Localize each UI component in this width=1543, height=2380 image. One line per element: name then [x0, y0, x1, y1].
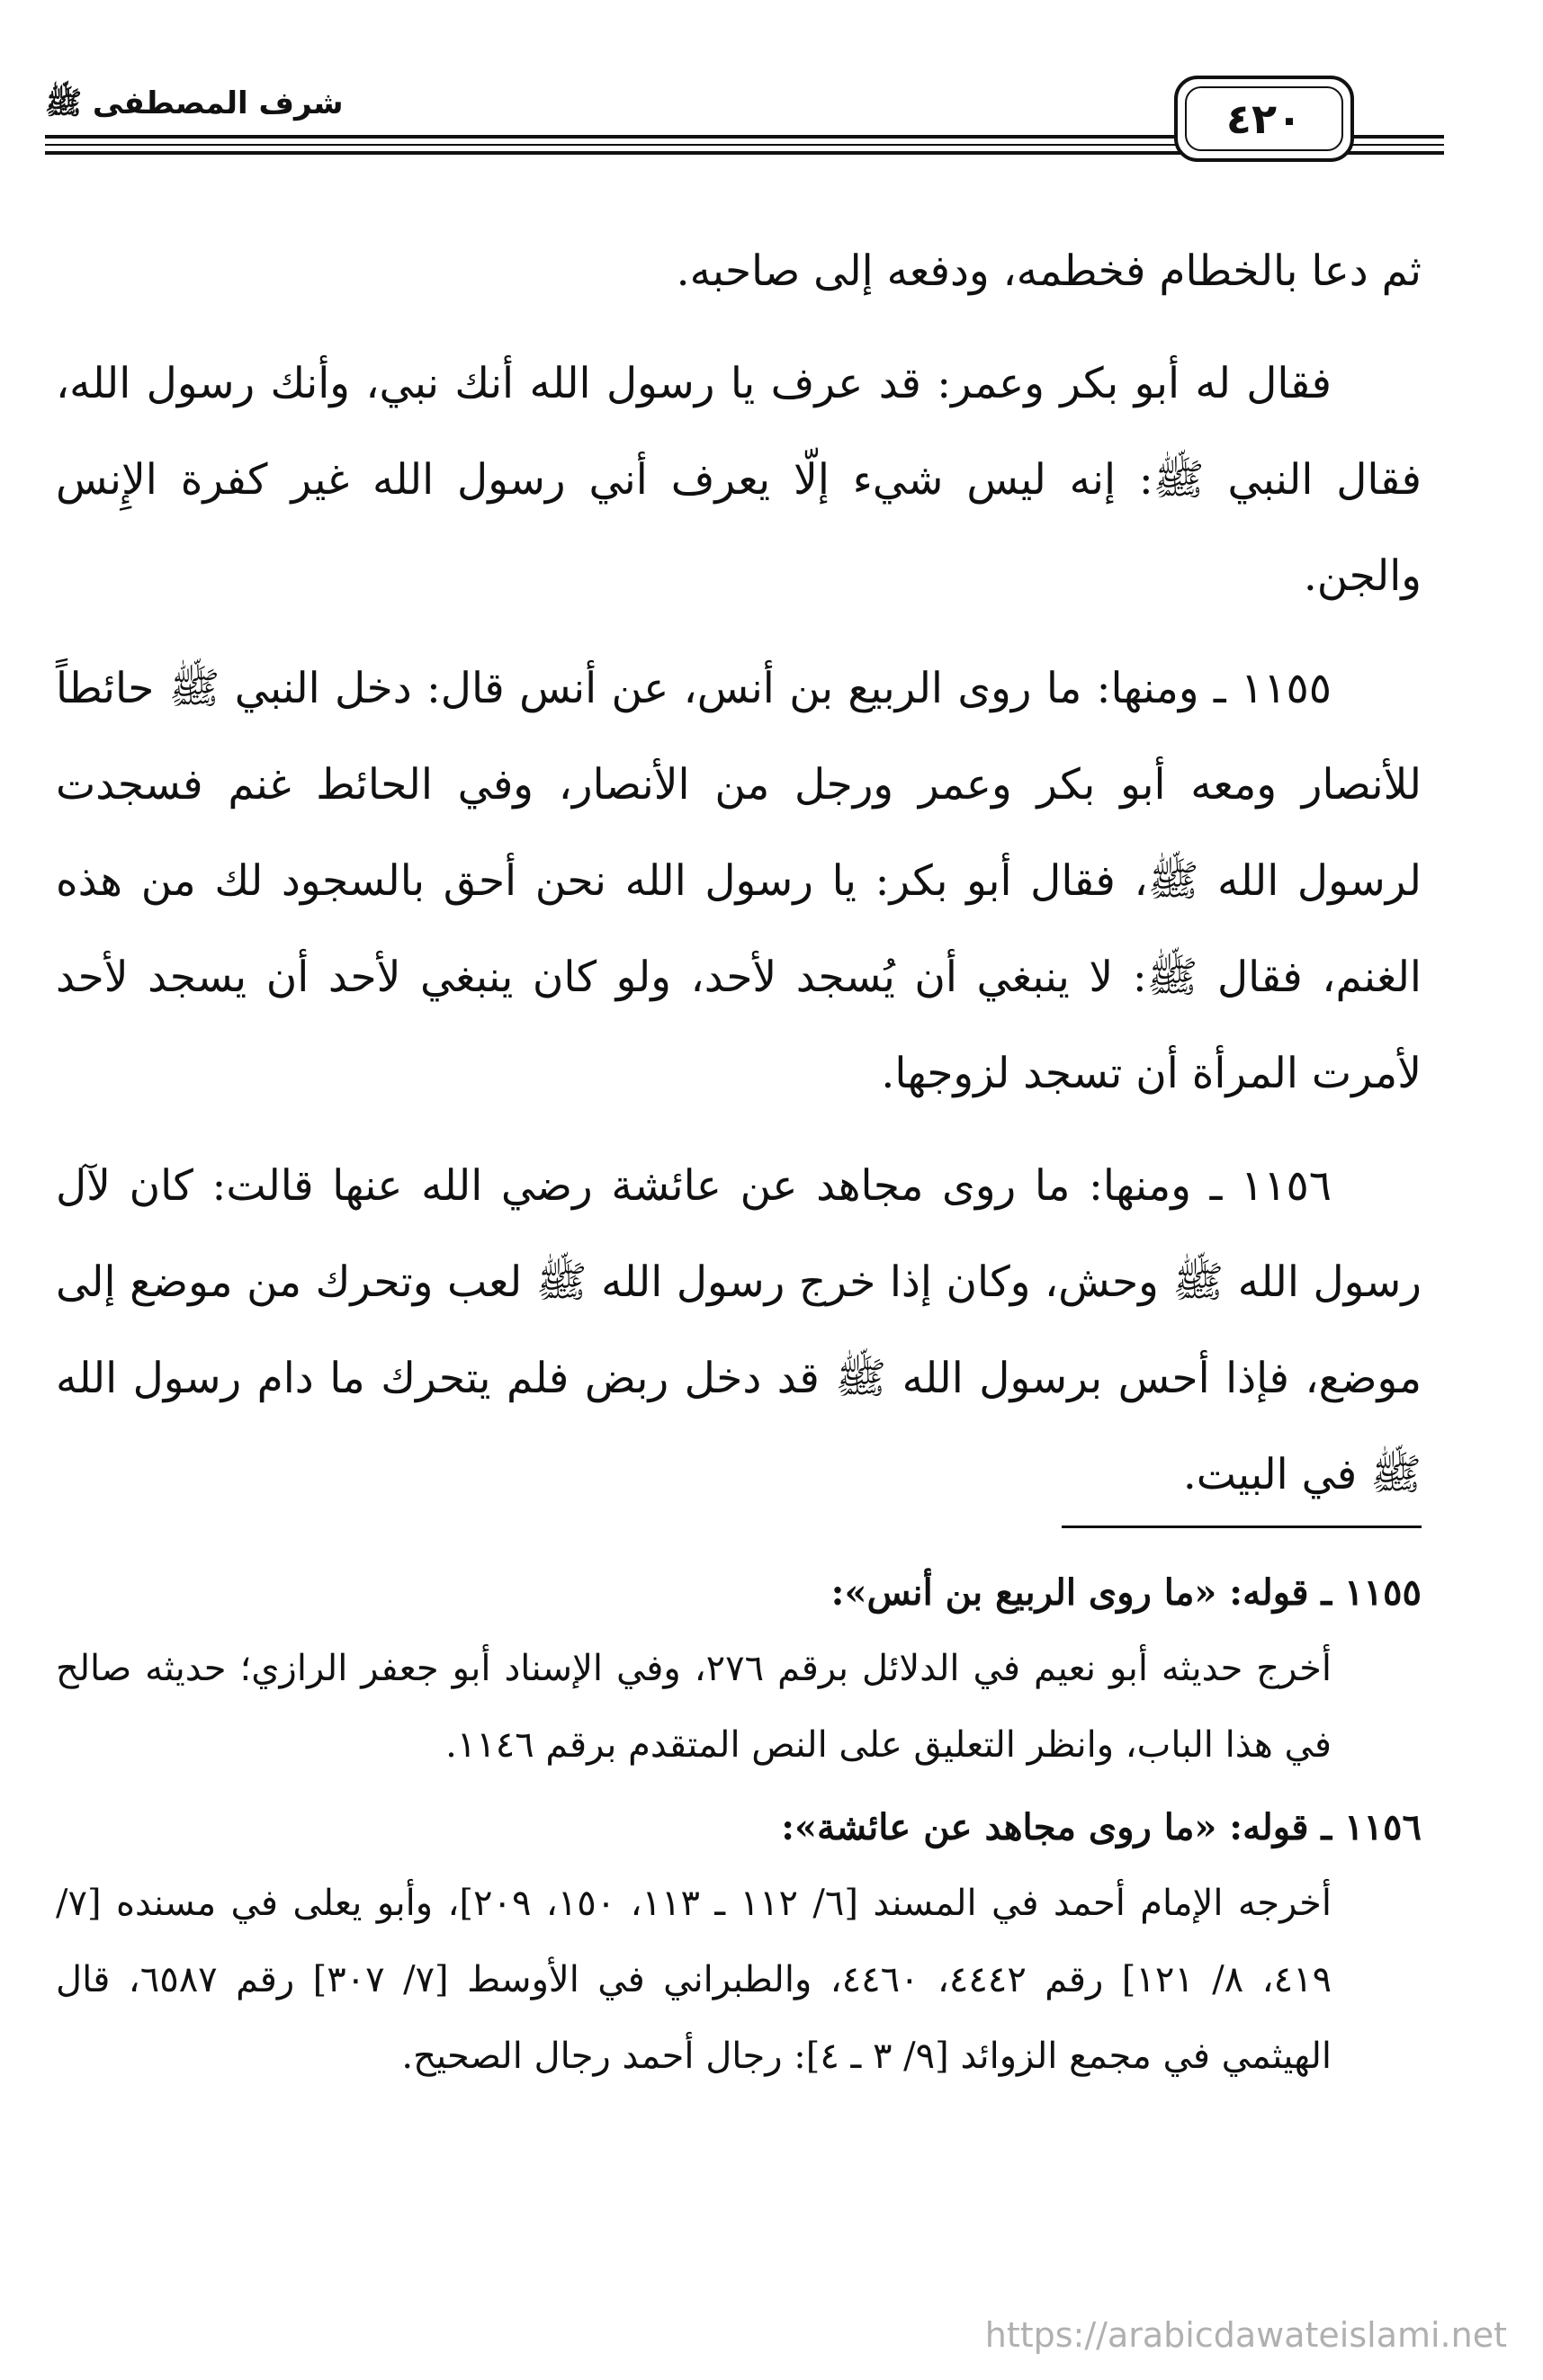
page-header	[45, 76, 1444, 174]
footnote-heading: ١١٥٦ ـ قوله: «ما روى مجاهد عن عائشة»:	[781, 1806, 1422, 1848]
page-number-frame	[1174, 76, 1354, 162]
footnote-heading: ١١٥٥ ـ قوله: «ما روى الربيع بن أنس»:	[830, 1571, 1422, 1614]
running-title: شرف المصطفى ﷺ	[45, 85, 349, 129]
footnote-text: أخرجه الإمام أحمد في المسند [٦/ ١١٢ ـ ١١٣، ١٥٠، ٢٠٩]، وأبو يعلى في مسنده [٧/ ٤١٩، ٨/ ١٢١] رقم ٤٤٤٢، ٤٤٦٠، والطبراني في الأوسط [٧/ ٣٠٧] رقم ٦٥٨٧، قال الهيثمي في مجمع الزوائد [٩/ ٣ ـ ٤]: رجال أحمد رجال الصحيح.	[56, 1883, 1332, 2077]
paragraph: ١١٥٦ ـ ومنها: ما روى مجاهد عن عائشة رضي الله عنها قالت: كان لآل رسول الله ﷺ وحش، وكان إذا خرج رسول الله ﷺ لعب وتحرك من موضع إلى موضع، فإذا أحس برسول الله ﷺ قد دخل ربض فلم يتحرك ما دام رسول الله ﷺ في البيت.	[56, 1161, 1422, 1499]
watermark-url: https://arabicdawateislami.net	[984, 2315, 1507, 2355]
main-text	[56, 223, 1422, 1539]
paragraph: ١١٥٥ ـ ومنها: ما روى الربيع بن أنس، عن أنس قال: دخل النبي ﷺ حائطاً للأنصار ومعه أبو بكر وعمر ورجل من الأنصار، وفي الحائط غنم فسجدت لرسول الله ﷺ، فقال أبو بكر: يا رسول الله نحن أحق بالسجود لك من هذه الغنم، فقال ﷺ: لا ينبغي أن يُسجد لأحد، ولو كان ينبغي لأحد أن يسجد لأحد لأمرت المرأة أن تسجد لزوجها.	[56, 664, 1422, 1098]
footnote-text: أخرج حديثه أبو نعيم في الدلائل برقم ٢٧٦، وفي الإسناد أبو جعفر الرازي؛ حديثه صالح في هذا الباب، وانظر التعليق على النص المتقدم برقم ١١٤٦.	[56, 1648, 1332, 1766]
footnotes	[56, 1554, 1422, 2100]
paragraph: فقال له أبو بكر وعمر: قد عرف يا رسول الله أنك نبي، وأنك رسول الله، فقال النبي ﷺ: إنه ليس شيء إلّا يعرف أني رسول الله غير كفرة الإِنس والجن.	[56, 359, 1422, 601]
page-number: ٤٢٠	[1225, 94, 1303, 143]
paragraph: ثم دعا بالخطام فخطمه، ودفعه إلى صاحبه.	[676, 246, 1422, 296]
footnote-separator	[1062, 1526, 1422, 1528]
